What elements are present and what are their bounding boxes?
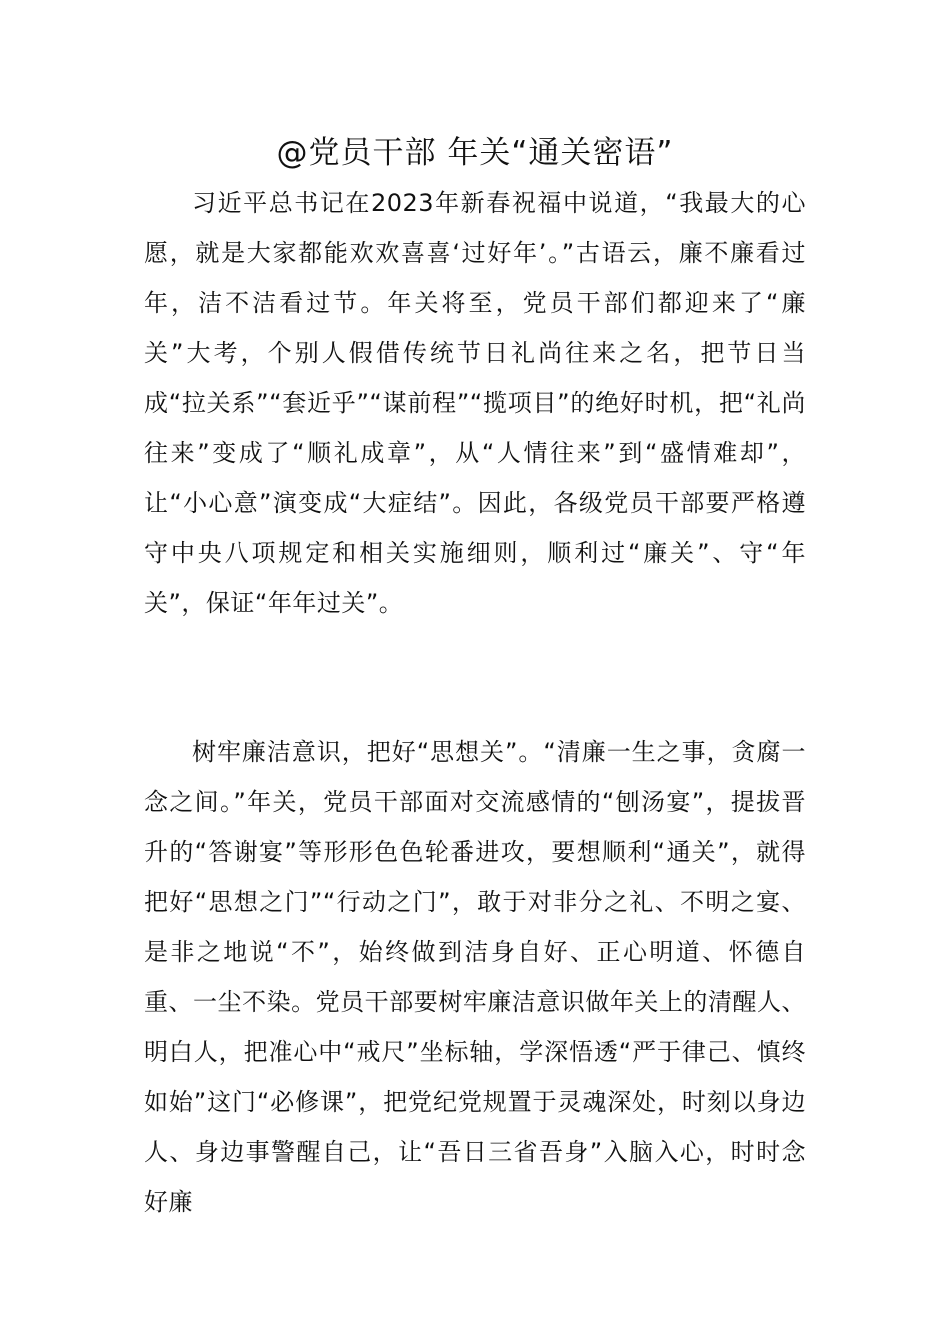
paragraph-2: 树牢廉洁意识，把好“思想关”。“清廉一生之事，贪腐一念之间。”年关，党员干部面对交流感情的“刨汤宴”，提拔晋升的“答谢宴”等形形色色轮番进攻，要想顺利“通关”，就得把好“思想之门”“行动之门”，敢于对非分之礼、不明之宴、是非之地说“不”，始终做到洁身自好、正心明道、怀德自重、一尘不染。党员干部要树牢廉洁意识做年关上的清醒人、明白人，把准心中“戒尺”坐标轴，学深悟透“严于律己、慎终如始”这门“必修课”，把党纪党规置于灵魂深处，时刻以身边人、身边事警醒自己，让“吾日三省吾身”入脑入心，时时念好廉 [144, 738, 806, 1216]
paragraph-1: 习近平总书记在2023年新春祝福中说道，“我最大的心愿，就是大家都能欢欢喜喜‘过好年’。”古语云，廉不廉看过年，洁不洁看过节。年关将至，党员干部们都迎来了“廉关”大考，个别人假借传统节日礼尚往来之名，把节日当成“拉关系”“套近乎”“谋前程”“揽项目”的绝好时机，把“礼尚往来”变成了“顺礼成章”，从“人情往来”到“盛情难却”，让“小心意”演变成“大症结”。因此，各级党员干部要严格遵守中央八项规定和相关实施细则，顺利过“廉关”、守“年关”，保证“年年过关”。 [144, 189, 806, 617]
document-title: @党员干部 年关“通关密语” [276, 135, 674, 171]
